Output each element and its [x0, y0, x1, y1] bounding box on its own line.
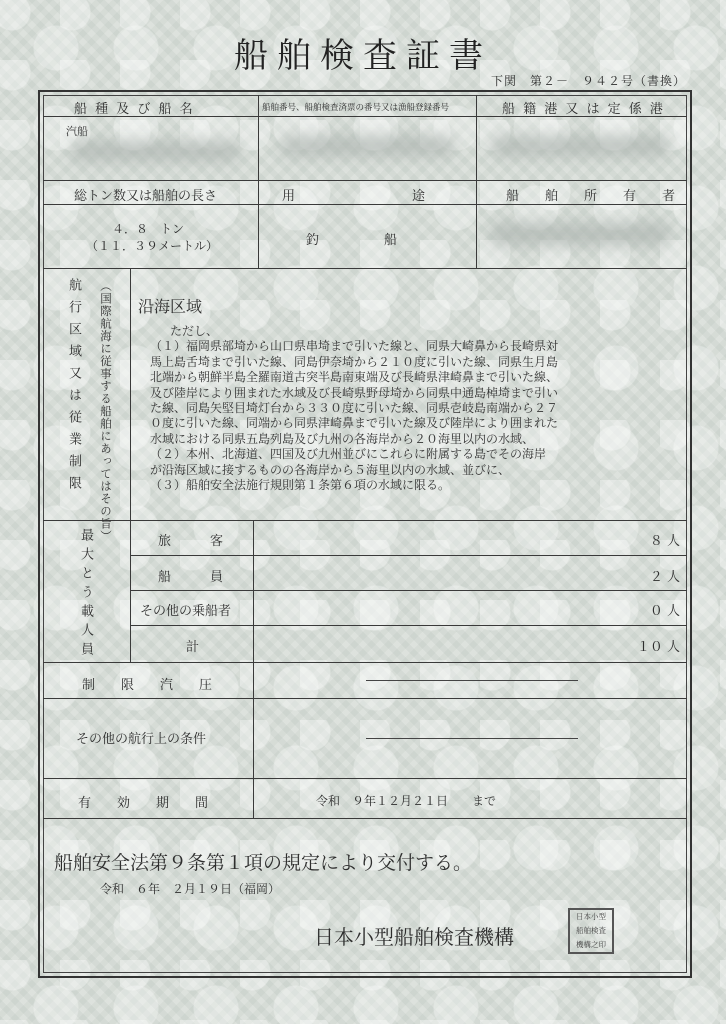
- pressure-label: 制 限 汽 圧: [82, 678, 213, 693]
- divider: [130, 268, 131, 662]
- condition-line: 及び陸岸により囲まれた水域及び長崎県野母埼から同県中通島棹埼まで引い: [150, 385, 559, 400]
- tonnage-header: 総トン数又は船舶の長さ: [74, 189, 218, 204]
- seal-text: 日本小型: [576, 912, 606, 921]
- redacted-ship-number: [280, 135, 455, 157]
- divider: [43, 698, 687, 699]
- empty-dash: [366, 680, 578, 681]
- total-value: １０ 人: [636, 640, 680, 655]
- issuance-statement: 船舶安全法第９条第１項の規定により交付する。: [54, 852, 473, 874]
- official-seal: [568, 908, 614, 954]
- issuance-date: 令和 ６年 ２月１９日（福岡）: [100, 882, 281, 896]
- navigation-sublabel: （国際航海に従事する船舶にあってはその旨）: [99, 280, 113, 543]
- condition-line: ただし、: [170, 324, 219, 338]
- divider: [43, 818, 687, 819]
- use-value: 釣 船: [306, 233, 398, 248]
- total-label: 計: [186, 640, 200, 655]
- condition-line: が沿海区域に接するものの各海岸から５海里以内の水域、並びに、: [150, 462, 511, 477]
- condition-line: （２）本州、北海道、四国及び九州並びにこれらに附属する島でその海岸: [150, 447, 547, 462]
- issuer-name: 日本小型船舶検査機構: [314, 925, 514, 949]
- crew-label: 船 員: [158, 570, 224, 585]
- condition-line: （１）福岡県部埼から山口県串埼まで引いた線と、同県大崎鼻から長崎県対: [150, 339, 559, 354]
- certificate-number: 下関 第２－ ９４２号（書換）: [490, 74, 686, 88]
- passenger-value: ８ 人: [649, 534, 680, 549]
- ship-type-value: 汽船: [66, 125, 88, 138]
- use-header: 用 途: [282, 189, 426, 204]
- passenger-label: 旅 客: [158, 534, 224, 549]
- capacity-label: 最大とう載人員: [78, 528, 93, 661]
- ship-number-header: 船舶番号、船舶検査済票の番号又は漁船登録番号: [262, 103, 450, 113]
- divider: [43, 204, 687, 205]
- divider: [130, 590, 687, 591]
- divider: [258, 95, 259, 268]
- navigation-label: 航行区域又は従業制限: [66, 278, 81, 498]
- condition-line: 水域における同県五島列島及び九州の各海岸から２０海里以内の水域、: [150, 431, 535, 446]
- condition-line: た線、同島矢堅目埼灯台から３３０度に引いた線、同県壱岐島南端から２７: [150, 401, 559, 416]
- crew-value: ２ 人: [649, 570, 680, 585]
- condition-line: 北端から朝鮮半島全羅南道古突半島南東端及び長崎県津崎鼻まで引いた線、: [150, 370, 559, 385]
- divider: [130, 625, 687, 626]
- empty-dash: [366, 738, 578, 739]
- navigation-conditions: [150, 324, 558, 493]
- condition-line: ０度に引いた線、同端から同県津崎鼻まで引いた線及び陸岸により囲まれた: [150, 416, 559, 431]
- other-conditions-label: その他の航行上の条件: [76, 732, 207, 747]
- port-header: 船 籍 港 又 は 定 係 港: [502, 102, 665, 117]
- divider: [43, 180, 687, 181]
- divider: [130, 555, 687, 556]
- redacted-owner: [490, 222, 670, 246]
- divider: [43, 268, 687, 269]
- others-label: その他の乗船者: [140, 604, 232, 619]
- seal-text: 船舶検査: [576, 926, 606, 935]
- length-value: （１１．３９メートル）: [86, 239, 219, 253]
- condition-line: 馬上島舌埼まで引いた線、同島伊奈埼から２１０度に引いた線、同県生月島: [150, 354, 559, 369]
- condition-line: （３）船舶安全法施行規則第１条第６項の水域に限る。: [150, 478, 451, 493]
- seal-text: 機構之印: [576, 940, 606, 949]
- redacted-port: [490, 135, 670, 157]
- validity-label: 有 効 期 間: [78, 796, 209, 811]
- divider: [43, 778, 687, 779]
- others-value: ０ 人: [649, 604, 680, 619]
- redacted-ship-name: [70, 140, 240, 162]
- ship-type-name-header: 船 種 及 び 船 名: [74, 102, 195, 117]
- validity-value: 令和 ９年１２月２１日 まで: [316, 794, 497, 808]
- divider: [253, 662, 254, 818]
- tonnage-value: ４．８ トン: [112, 222, 185, 236]
- navigation-area: 沿海区域: [138, 297, 203, 316]
- divider: [43, 520, 687, 521]
- divider: [476, 95, 477, 268]
- document-title: 船舶検査証書: [234, 36, 492, 76]
- divider: [253, 520, 254, 662]
- divider: [43, 662, 687, 663]
- owner-header: 船 舶 所 有 者: [506, 189, 676, 204]
